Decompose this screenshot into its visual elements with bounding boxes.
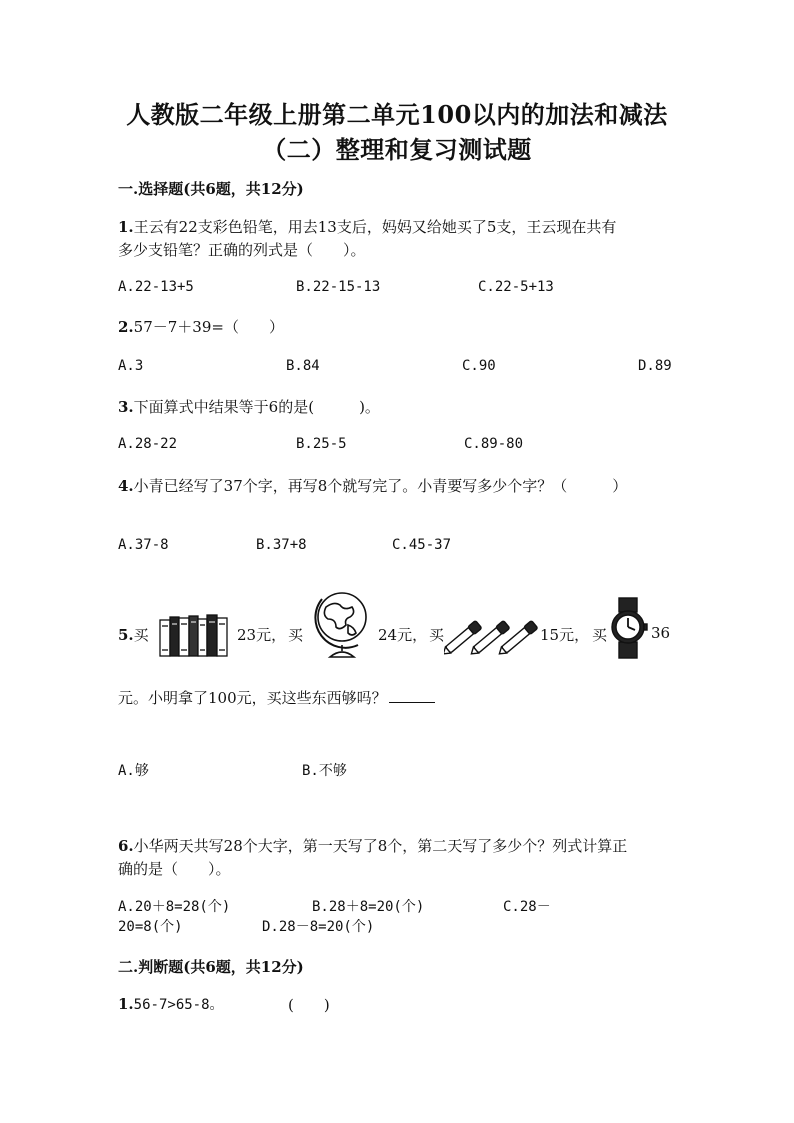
question-1-option-b[interactable]: B.22-15-13	[296, 279, 381, 295]
question-4-option-a[interactable]: A.37-8	[118, 537, 169, 553]
question-4-line-1	[118, 475, 627, 496]
question-2-option-b[interactable]: B.84	[286, 358, 320, 374]
judge-question-1-number: 1.	[118, 995, 134, 1013]
question-5-text: 元。小明拿了100元，买这些东西够吗？	[118, 689, 387, 707]
question-5-price-3: 15元，	[540, 626, 590, 644]
question-5-price-2: 24元，	[378, 626, 428, 644]
question-4-text: 小青已经写了37个字，再写8个就写完了。小青要写多少个字？（ ）	[133, 477, 628, 495]
books-icon	[158, 612, 230, 658]
answer-blank[interactable]	[389, 701, 435, 703]
question-6-option-c-cont[interactable]: 20=8(个)	[118, 919, 183, 935]
question-2-line-1	[118, 316, 284, 337]
question-6-option-b[interactable]: B.28＋8=20(个)	[312, 899, 425, 915]
question-6-option-c[interactable]: C.28－	[503, 899, 551, 915]
question-5-prefix	[118, 624, 149, 645]
question-2-option-c[interactable]: C.90	[462, 358, 496, 374]
question-6-option-a[interactable]: A.20＋8=28(个)	[118, 899, 231, 915]
watch-icon	[608, 596, 648, 660]
question-5-price-4: 36	[651, 624, 671, 642]
section-2-heading: 二.判断题(共6题，共12分)	[118, 958, 304, 976]
question-1-line-2: 多少支铅笔？正确的列式是（ ）。	[118, 241, 366, 259]
question-1-text: 王云有22支彩色铅笔，用去13支后，妈妈又给她买了5支，王云现在共有	[133, 218, 617, 236]
section-1-heading: 一.选择题(共6题，共12分)	[118, 180, 304, 198]
question-3-option-a[interactable]: A.28-22	[118, 436, 178, 452]
question-6-text: 小华两天共写28个大字，第一天写了8个，第二天写了多少个？列式计算正	[133, 837, 628, 855]
question-4-option-b[interactable]: B.37+8	[256, 537, 307, 553]
question-2-option-d[interactable]: D.89	[638, 358, 672, 374]
question-6-option-d[interactable]: D.28－8=20(个)	[262, 919, 375, 935]
judge-question-1-text: 56-7>65-8。	[133, 997, 224, 1013]
question-6-line-1	[118, 835, 627, 856]
question-1-option-a[interactable]: A.22-13+5	[118, 279, 194, 295]
pens-icon	[444, 612, 538, 656]
globe-icon	[308, 585, 374, 661]
question-1-option-c[interactable]: C.22-5+13	[478, 279, 554, 295]
question-3-option-c[interactable]: C.89-80	[464, 436, 524, 452]
question-1-line-1	[118, 216, 616, 237]
question-5-buy-2: 买	[288, 626, 304, 644]
judge-question-1	[118, 994, 224, 1014]
question-3-text: 下面算式中结果等于6的是( )。	[133, 398, 380, 416]
question-5-line-2	[118, 687, 435, 708]
question-5-buy-1: 买	[133, 626, 149, 644]
question-6-number: 6.	[118, 837, 134, 855]
question-6-line-2: 确的是（ ）。	[118, 860, 231, 878]
question-5-option-b[interactable]: B.不够	[302, 763, 347, 779]
judge-question-1-answer-paren[interactable]: ( )	[288, 996, 330, 1014]
question-5-buy-3: 买	[429, 626, 445, 644]
question-4-number: 4.	[118, 477, 134, 495]
question-2-option-a[interactable]: A.3	[118, 358, 144, 374]
question-4-option-c[interactable]: C.45-37	[392, 537, 452, 553]
question-2-text: 57－7＋39=（ ）	[133, 318, 284, 336]
question-3-line-1	[118, 396, 380, 417]
question-3-option-b[interactable]: B.25-5	[296, 436, 347, 452]
title-line-1: 人教版二年级上册第二单元100以内的加法和减法	[126, 100, 668, 129]
question-5-number: 5.	[118, 626, 134, 644]
question-5-buy-4: 买	[592, 626, 608, 644]
question-3-number: 3.	[118, 398, 134, 416]
question-1-number: 1.	[118, 218, 134, 236]
question-5-option-a[interactable]: A.够	[118, 763, 149, 779]
question-2-number: 2.	[118, 318, 134, 336]
title-line-2: （二）整理和复习测试题	[262, 135, 532, 164]
question-5-price-1: 23元，	[237, 626, 287, 644]
